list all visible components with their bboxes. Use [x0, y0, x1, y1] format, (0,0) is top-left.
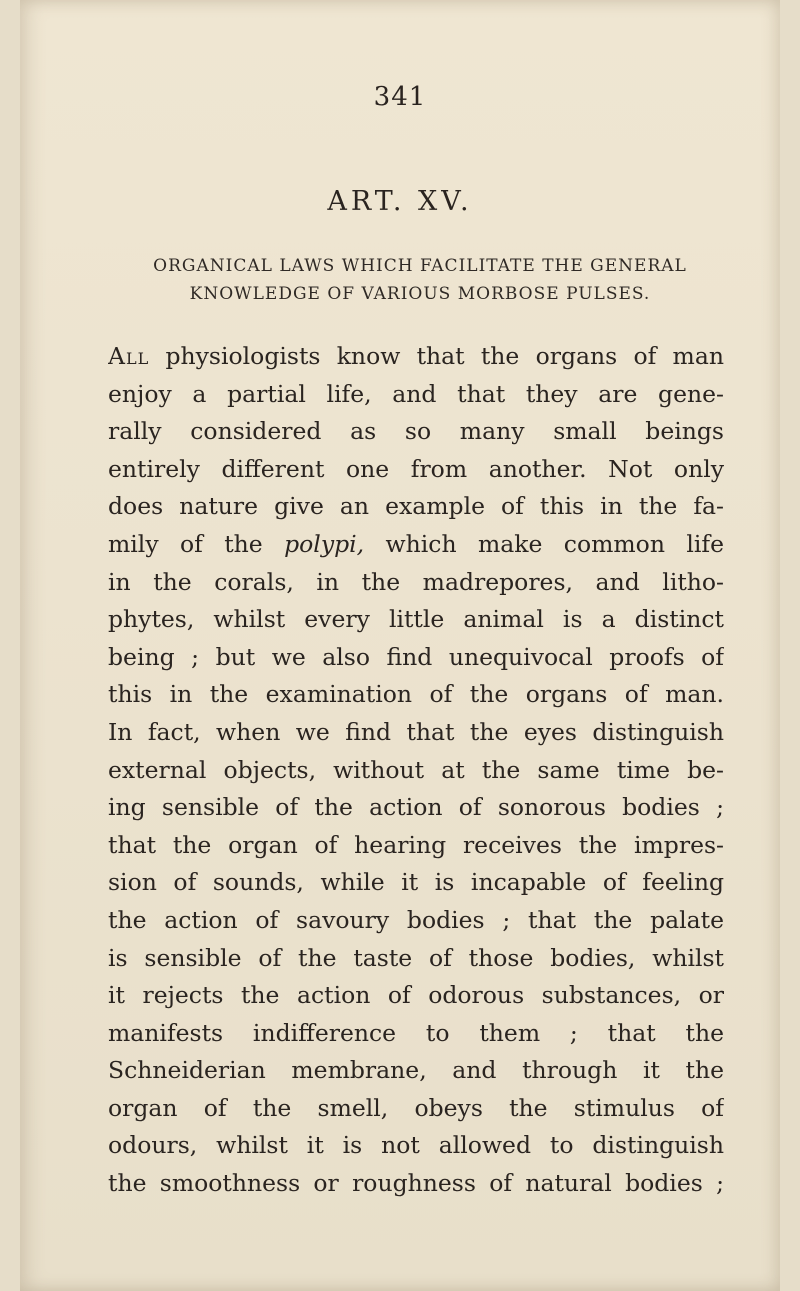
text-line: it rejects the action of odorous substances, or — [108, 981, 724, 1010]
text-line: is sensible of the taste of those bodies, whilst — [108, 943, 724, 972]
text-line: In fact, when we find that the eyes distinguish — [108, 717, 724, 746]
page-number: 341 — [373, 82, 427, 112]
text-line: mily of the polypi, which make common life — [108, 529, 724, 558]
text-line: sion of sounds, while it is incapable of feeling — [108, 868, 724, 897]
text-line: Schneiderian membrane, and through it the — [108, 1056, 724, 1085]
text-line: that the organ of hearing receives the impres- — [108, 830, 724, 859]
text-line: entirely different one from another. Not only — [108, 454, 724, 483]
subtitle-line: ORGANICAL LAWS WHICH FACILITATE THE GENERAL — [153, 256, 687, 276]
text-line: phytes, whilst every little animal is a distinct — [108, 605, 724, 634]
article-title: ART. XV. — [327, 186, 473, 217]
subtitle-line: KNOWLEDGE OF VARIOUS MORBOSE PULSES. — [189, 284, 651, 304]
text-line: rally considered as so many small beings — [108, 417, 724, 446]
text-line: enjoy a partial life, and that they are gene- — [108, 379, 724, 408]
text-line: odours, whilst it is not allowed to distinguish — [108, 1131, 724, 1160]
article-subtitle — [100, 252, 740, 308]
text-line: being ; but we also find unequivocal proofs of — [108, 642, 724, 671]
opening-word: All — [108, 342, 150, 370]
text-line: the action of savoury bodies ; that the palate — [108, 905, 724, 934]
text-line: organ of the smell, obeys the stimulus of — [108, 1093, 724, 1122]
text-line: in the corals, in the madrepores, and litho- — [108, 567, 724, 596]
text-line: does nature give an example of this in the fa- — [108, 492, 724, 521]
text-line: the smoothness or roughness of natural bodies ; — [108, 1169, 724, 1198]
text-line: All physiologists know that the organs of man — [108, 342, 724, 370]
text-line: this in the examination of the organs of man. — [108, 680, 724, 709]
text-line: ing sensible of the action of sonorous bodies ; — [108, 793, 724, 822]
text-line: external objects, without at the same time be- — [108, 755, 724, 784]
body-paragraph — [108, 338, 724, 1203]
italic-term: polypi, — [284, 529, 365, 558]
text-line: manifests indifference to them ; that the — [108, 1018, 724, 1047]
